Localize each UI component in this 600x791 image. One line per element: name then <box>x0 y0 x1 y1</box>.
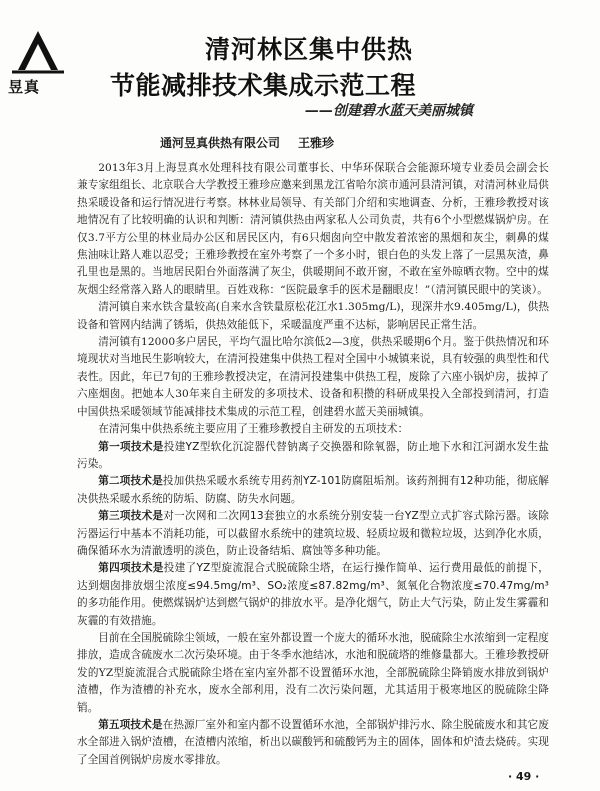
paragraph <box>77 160 549 299</box>
author-name: 王雅珍 <box>298 136 335 150</box>
technology-lead: 第五项技术是 <box>98 719 163 731</box>
page-number: · 49 · <box>508 770 540 783</box>
paragraph-text: 2013年3月上海昱真水处理科技有限公司董事长、中华环保联合会能源环境专业委员会副会长兼专家组组长、北京联合大学教授王雅珍应邀来到黑龙江省哈尔滨市通河县清河镇，对清河林业局供热采暖设备和运行情况进行考察。林林业局领导、有关部门介绍和实地调查、分析，王雅珍教授对该地情况有了比较明确的认识和判断：清河镇供热由两家私人公司负责，共有6个小型燃煤锅炉房。在仅3.7平方公里的林业局办公区和居民区内，有6只烟囱向空中散发着浓密的黑烟和灰尘，刺鼻的煤焦油味让路人难以忍受；王雅珍教授在室外考察了一个多小时，银白色的头发上落了一层黑灰渣，鼻孔里也是黑的。当地居民阳台外面落满了灰尘，供暖期间不敢开窗，不敢在室外晾晒衣物。空中的煤灰烟尘经常落入路人的眼睛里。百姓戏称：“医院最拿手的医术是翻眼皮！”（清河镇民眼中的笑谈）。 <box>77 162 549 296</box>
paragraph <box>77 630 549 717</box>
article-subtitle: ——创建碧水蓝天美丽城镇 <box>305 103 473 119</box>
logo-text: 昱真 <box>8 78 41 96</box>
paragraph <box>77 473 549 508</box>
paragraph-text: 投建YZ型软化沉淀器代替钠离子交换器和除氧器，防止地下水和江河湖水发生盐污染。 <box>77 440 549 470</box>
technology-lead: 第四项技术是 <box>98 562 164 575</box>
technology-lead: 第三项技术是 <box>98 510 164 523</box>
paragraph-text: 在热源厂室外和室内都不设置循环水池，全部锅炉排污水、除尘脱硫废水和其它废水全部进入锅炉渣槽，在渣槽内浓缩，析出以碳酸钙和硫酸钙为主的固体，固体和炉渣去烧砖。实现了全国首例锅炉房废水零排放。 <box>77 719 549 766</box>
company-logo-icon <box>10 28 66 76</box>
paragraph <box>77 299 549 334</box>
article-body <box>77 160 549 769</box>
paragraph-text: 清河镇有12000多户居民，平均气温比哈尔滨低2—3度，供热采暖期6个月。鉴于供热情况和环境现状对当地民生影响较大，在清河投建集中供热工程对全国中小城镇来说，具有较强的典型性和代表性。因此，年已7旬的王雅珍教授决定，在清河投建集中供热工程，废除了六座小锅炉房，拔掉了六座烟囱。把她本人30年来自主研发的多项技术、设备和积攒的科研成果投入全部投到清河，打造中国供热采暖领域节能减排技术集成的示范工程，创建碧水蓝天美丽城镇。 <box>77 336 549 418</box>
paragraph-text: 在清河集中供热系统主要应用了王雅珍教授自主研发的五项技术： <box>98 423 409 436</box>
paragraph <box>77 334 549 421</box>
paragraph <box>77 421 549 438</box>
article-title-line1: 清河林区集中供热 <box>205 35 414 64</box>
article-title-line2: 节能减排技术集成示范工程 <box>110 71 417 100</box>
paragraph <box>77 717 549 769</box>
technology-lead: 第一项技术是 <box>98 440 164 453</box>
paragraph-text: 清河镇自来水铁含量较高(自来水含铁量原松花江水1.305mg/L)，现深井水9.405mg/L)，供热设备和管网内结满了锈垢，供热效能低下，采暖温度严重不达标，影响居民正常生活。 <box>77 301 550 331</box>
paragraph <box>77 508 549 560</box>
technology-lead: 第二项技术是 <box>98 475 163 488</box>
paragraph <box>77 560 549 630</box>
author-org: 通河昱真供热有限公司 <box>160 136 281 150</box>
author-line <box>160 134 334 151</box>
paragraph <box>77 439 549 474</box>
paragraph-text: 对一次网和二次网13套独立的水系统分别安装一台YZ型立式扩容式除污器。该除污器运行中基本不消耗功能，可以截留水系统中的建筑垃圾、轻质垃圾和微粒垃圾，达到净化水质，确保循环水为清澈透明的淡色，防止设备结垢、腐蚀等多种功能。 <box>77 510 549 557</box>
paragraph-text: 目前在全国脱硫除尘领域，一般在室外都设置一个庞大的循环水池，脱硫除尘水浓缩到一定程度排放，造成含硫废水二次污染环境。由于冬季水池结冰，水池和脱硫塔的维修量都大。王雅珍教授研发的YZ型旋流混合式脱硫除尘塔在室内室外都不设置循环水池，全部脱硫除尘降销废水排放到锅炉渣槽，作为渣槽的补充水，废水全部利用，没有二次污染问题，尤其适用于极寒地区的脱硫除尘降销。 <box>77 631 549 714</box>
paragraph-text: 投建了YZ型旋流混合式脱硫除尘塔，在运行操作简单、运行费用最低的前提下，达到烟囱排放烟尘浓度≤94.5mg/m³、SO₂浓度≤87.82mg/m³、氮氧化合物浓度≤70.47mg/m³的多功能作用。使燃煤锅炉达到燃气锅炉的排放水平。是净化烟气，防止大气污染，防止发生雾霾和灰霾的有效措施。 <box>77 562 549 627</box>
paragraph-text: 投加供热采暖水系统专用药剂YZ-101防腐阻垢剂。该药剂拥有12种功能，彻底解决供热采暖水系统的防垢、防腐、防失水问题。 <box>77 475 549 505</box>
